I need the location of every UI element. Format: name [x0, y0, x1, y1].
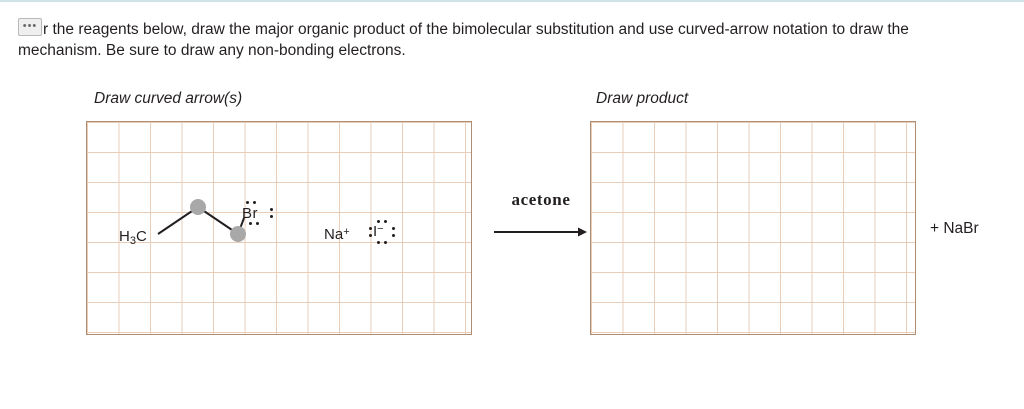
- reagent-label: acetone: [511, 190, 571, 209]
- left-panel-label: Draw curved arrow(s): [94, 90, 243, 107]
- drawing-canvas-product[interactable]: [590, 121, 916, 335]
- lone-pair-dot: [377, 241, 380, 244]
- lone-pair-dot: [392, 227, 395, 230]
- lone-pair-dot: [249, 222, 252, 225]
- methyl-group-label: $H_3C$: [119, 228, 147, 247]
- reactant-structure: [86, 121, 472, 335]
- lone-pair-dot: [392, 234, 395, 237]
- lone-pair-dot: [369, 234, 372, 237]
- image-placeholder-icon: [18, 18, 42, 36]
- iodide-ion-label: I−: [373, 223, 384, 240]
- lone-pair-dot: [377, 220, 380, 223]
- reaction-arrow-icon: [492, 226, 588, 238]
- lone-pair-dot: [246, 201, 249, 204]
- sodium-ion-label: Na+: [324, 226, 350, 243]
- placeholder-dots: •••: [22, 20, 38, 32]
- lone-pair-dot: [256, 222, 259, 225]
- prompt-text: r the reagents below, draw the major organic product of the bimolecular substitution and use curved-arrow notation to draw the mechanism. Be sure to draw any non-bonding electrons.: [18, 21, 909, 59]
- right-panel-label: Draw product: [596, 90, 689, 107]
- lone-pair-dot: [270, 215, 273, 218]
- top-divider: [0, 0, 1024, 2]
- lone-pair-dot: [270, 208, 273, 211]
- lone-pair-dot: [384, 220, 387, 223]
- lone-pair-dot: [369, 227, 372, 230]
- question-prompt: [18, 18, 948, 61]
- lone-pair-dot: [253, 201, 256, 204]
- byproduct-label: + NaBr: [930, 220, 979, 237]
- lone-pair-dot: [384, 241, 387, 244]
- bromine-label: Br: [242, 205, 258, 222]
